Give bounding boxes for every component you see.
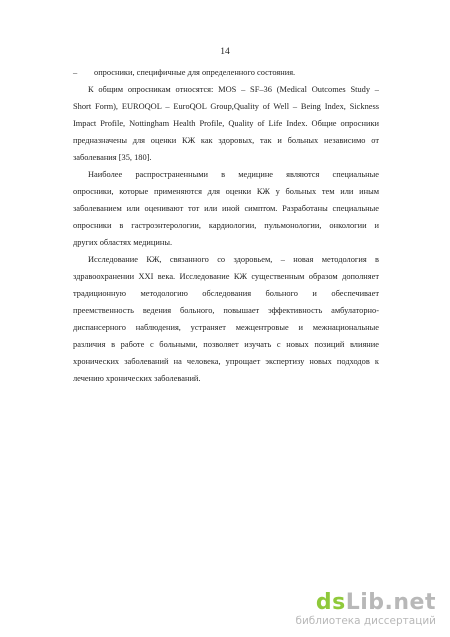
text-line-5: предназначены для оценки КЖ как здоровых, так и больных независимо от [73, 136, 379, 145]
text-line-19: лечению хронических заболеваний. [73, 374, 201, 383]
text-line-2: К общим опросникам относятся: MOS – SF–36 (Medical Outcomes Study – [88, 85, 379, 94]
page-number: 14 [220, 47, 230, 57]
text-line-13: здравоохранении XXI века. Исследование КЖ существенным образом дополняет [73, 272, 379, 281]
text-line-14: традиционную методологию обследования больного и обеспечивает [73, 289, 379, 298]
list-dash-marker: – [73, 68, 78, 77]
text-line-15: преемственность ведения больного, повышает эффективность амбулаторно- [73, 306, 379, 315]
text-line-6: заболевания [35, 180]. [73, 153, 152, 162]
text-line-18: хронических заболеваний на человека, упрощает экспертизу новых подходов к [73, 357, 379, 366]
dslib-logo [276, 591, 436, 615]
logo-net: .net [384, 590, 436, 615]
text-line-8: опросники, которые применяются для оценки КЖ у больных тем или иным [73, 187, 379, 196]
text-line-1: опросники, специфичные для определенного состояния. [94, 68, 296, 77]
watermark-tagline: библиотека диссертаций [295, 615, 436, 627]
text-line-17: различия в работе с больными, позволяет изучать с новых позиций влияние [73, 340, 379, 349]
text-line-7: Наиболее распространенными в медицине являются специальные [88, 170, 379, 179]
text-line-10: опросники в гастроэнтерологии, кардиологии, пульмонологии, онкологии и [73, 221, 379, 230]
text-line-4: Impact Profile, Nottingham Health Profile, Quality of Life Index. Общие опросники [73, 119, 379, 128]
text-line-3: Short Form), EUROQOL – EuroQOL Group,Quality of Well – Being Index, Sickness [73, 102, 379, 111]
text-line-12: Исследование КЖ, связанного со здоровьем, – новая методология в [88, 255, 379, 264]
text-line-16: диспансерного наблюдения, устраняет межцентровые и межнациональные [73, 323, 379, 332]
logo-lib: Lib [345, 590, 385, 615]
logo-ds: ds [315, 590, 346, 615]
dslib-watermark [276, 591, 436, 627]
text-line-11: других областях медицины. [73, 238, 173, 247]
text-line-9: заболеванием или оценивают тот или иной симптом. Разработаны специальные [73, 204, 379, 213]
